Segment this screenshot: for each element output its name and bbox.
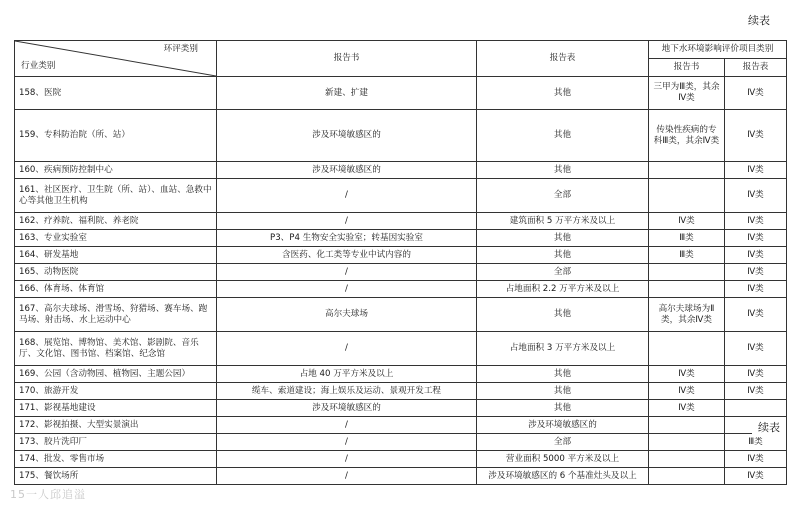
industry-cell: 173、胶片洗印厂 xyxy=(15,434,217,451)
report-book-cell: / xyxy=(217,468,477,485)
table-row xyxy=(15,77,787,110)
report-table-cell: 其他 xyxy=(477,247,649,264)
report-table-cell: 其他 xyxy=(477,162,649,179)
industry-cell: 168、展览馆、博物馆、美术馆、影剧院、音乐厅、文化馆、图书馆、档案馆、纪念馆 xyxy=(15,332,217,366)
report-book-cell: / xyxy=(217,434,477,451)
gw-table-cell: Ⅳ类 xyxy=(725,332,787,366)
watermark-text: 15一人邱追溢 xyxy=(10,488,86,501)
table-row xyxy=(15,162,787,179)
header-diag-top: 环评类别 xyxy=(163,44,198,54)
gw-table-cell: Ⅳ类 xyxy=(725,281,787,298)
gw-book-cell: 三甲为Ⅲ类，其余Ⅳ类 xyxy=(649,77,725,110)
table-row xyxy=(15,332,787,366)
continued-label-top: 续表 xyxy=(748,14,770,27)
header-report-book: 报告书 xyxy=(217,41,477,77)
gw-book-cell xyxy=(649,162,725,179)
report-table-cell: 其他 xyxy=(477,230,649,247)
table-row xyxy=(15,230,787,247)
gw-table-cell: Ⅳ类 xyxy=(725,383,787,400)
report-table-cell: 建筑面积 5 万平方米及以上 xyxy=(477,213,649,230)
continued-label-side: 续表 xyxy=(752,417,786,437)
industry-cell: 162、疗养院、福利院、养老院 xyxy=(15,213,217,230)
gw-book-cell xyxy=(649,417,725,434)
report-book-cell: / xyxy=(217,179,477,213)
gw-table-cell: Ⅳ类 xyxy=(725,468,787,485)
report-book-cell: 涉及环境敏感区的 xyxy=(217,400,477,417)
report-table-cell: 全部 xyxy=(477,179,649,213)
gw-book-cell: Ⅲ类 xyxy=(649,230,725,247)
industry-cell: 161、社区医疗、卫生院（所、站）、血站、急救中心等其他卫生机构 xyxy=(15,179,217,213)
table-row xyxy=(15,400,787,417)
industry-cell: 166、体育场、体育馆 xyxy=(15,281,217,298)
gw-book-cell: 传染性疾病的专科Ⅲ类，其余Ⅳ类 xyxy=(649,110,725,162)
gw-table-cell: Ⅳ类 xyxy=(725,366,787,383)
environmental-assessment-table xyxy=(14,40,787,485)
industry-cell: 164、研发基地 xyxy=(15,247,217,264)
report-book-cell: / xyxy=(217,213,477,230)
report-book-cell: P3、P4 生物安全实验室；转基因实验室 xyxy=(217,230,477,247)
report-table-cell: 其他 xyxy=(477,110,649,162)
industry-cell: 174、批发、零售市场 xyxy=(15,451,217,468)
gw-book-cell: 高尔夫球场为Ⅱ类，其余Ⅳ类 xyxy=(649,298,725,332)
gw-table-cell: Ⅳ类 xyxy=(725,247,787,264)
report-book-cell: 高尔夫球场 xyxy=(217,298,477,332)
gw-table-cell: Ⅳ类 xyxy=(725,162,787,179)
industry-cell: 169、公园（含动物园、植物园、主题公园） xyxy=(15,366,217,383)
report-table-cell: 其他 xyxy=(477,400,649,417)
report-book-cell: 涉及环境敏感区的 xyxy=(217,162,477,179)
table-row xyxy=(15,434,787,451)
report-book-cell: 涉及环境敏感区的 xyxy=(217,110,477,162)
industry-cell: 158、医院 xyxy=(15,77,217,110)
gw-book-cell xyxy=(649,451,725,468)
gw-book-cell xyxy=(649,468,725,485)
report-table-cell: 其他 xyxy=(477,383,649,400)
table-row xyxy=(15,179,787,213)
table-row xyxy=(15,417,787,434)
gw-table-cell: Ⅳ类 xyxy=(725,264,787,281)
gw-book-cell: Ⅳ类 xyxy=(649,400,725,417)
gw-book-cell: Ⅳ类 xyxy=(649,366,725,383)
table-row xyxy=(15,247,787,264)
gw-table-cell: Ⅳ类 xyxy=(725,451,787,468)
industry-cell: 159、专科防治院（所、站） xyxy=(15,110,217,162)
gw-book-cell: Ⅳ类 xyxy=(649,213,725,230)
gw-table-cell: Ⅳ类 xyxy=(725,110,787,162)
table-row xyxy=(15,213,787,230)
report-table-cell: 其他 xyxy=(477,77,649,110)
gw-book-cell xyxy=(649,281,725,298)
gw-table-cell: Ⅳ类 xyxy=(725,213,787,230)
industry-cell: 170、旅游开发 xyxy=(15,383,217,400)
gw-table-cell: Ⅲ类 xyxy=(725,434,787,451)
report-table-cell: 营业面积 5000 平方米及以上 xyxy=(477,451,649,468)
gw-book-cell xyxy=(649,434,725,451)
header-diag-bottom: 行业类别 xyxy=(21,61,56,72)
diagonal-header-cell xyxy=(15,41,217,77)
gw-table-cell xyxy=(725,400,787,417)
industry-cell: 163、专业实验室 xyxy=(15,230,217,247)
report-table-cell: 全部 xyxy=(477,264,649,281)
report-table-cell: 其他 xyxy=(477,366,649,383)
table-row xyxy=(15,468,787,485)
header-groundwater: 地下水环境影响评价项目类别 xyxy=(649,41,787,59)
industry-cell: 167、高尔夫球场、滑雪场、狩猎场、赛车场、跑马场、射击场、水上运动中心 xyxy=(15,298,217,332)
table-row xyxy=(15,281,787,298)
gw-book-cell xyxy=(649,332,725,366)
report-book-cell: / xyxy=(217,451,477,468)
report-book-cell: / xyxy=(217,332,477,366)
report-table-cell: 涉及环境敏感区的 xyxy=(477,417,649,434)
report-table-cell: 占地面积 2.2 万平方米及以上 xyxy=(477,281,649,298)
report-book-cell: 缆车、索道建设；海上娱乐及运动、景观开发工程 xyxy=(217,383,477,400)
report-book-cell: / xyxy=(217,417,477,434)
gw-book-cell: Ⅲ类 xyxy=(649,247,725,264)
table-row xyxy=(15,366,787,383)
report-book-cell: / xyxy=(217,264,477,281)
gw-table-cell: Ⅳ类 xyxy=(725,230,787,247)
industry-cell: 171、影视基地建设 xyxy=(15,400,217,417)
gw-table-cell: Ⅳ类 xyxy=(725,179,787,213)
table-row xyxy=(15,451,787,468)
gw-book-cell: Ⅳ类 xyxy=(649,383,725,400)
industry-cell: 165、动物医院 xyxy=(15,264,217,281)
table-row xyxy=(15,264,787,281)
report-book-cell: / xyxy=(217,281,477,298)
industry-cell: 160、疾病预防控制中心 xyxy=(15,162,217,179)
header-report-table: 报告表 xyxy=(477,41,649,77)
table-row xyxy=(15,110,787,162)
gw-table-cell: Ⅳ类 xyxy=(725,298,787,332)
report-book-cell: 含医药、化工类等专业中试内容的 xyxy=(217,247,477,264)
header-gw-table: 报告表 xyxy=(725,59,787,77)
gw-book-cell xyxy=(649,264,725,281)
report-table-cell: 其他 xyxy=(477,298,649,332)
industry-cell: 172、影视拍摄、大型实景演出 xyxy=(15,417,217,434)
table-row xyxy=(15,298,787,332)
report-table-cell: 占地面积 3 万平方米及以上 xyxy=(477,332,649,366)
report-book-cell: 占地 40 万平方米及以上 xyxy=(217,366,477,383)
header-gw-book: 报告书 xyxy=(649,59,725,77)
report-table-cell: 涉及环境敏感区的 6 个基准灶头及以上 xyxy=(477,468,649,485)
report-table-cell: 全部 xyxy=(477,434,649,451)
gw-book-cell xyxy=(649,179,725,213)
gw-table-cell: Ⅳ类 xyxy=(725,77,787,110)
table-row xyxy=(15,383,787,400)
industry-cell: 175、餐饮场所 xyxy=(15,468,217,485)
report-book-cell: 新建、扩建 xyxy=(217,77,477,110)
